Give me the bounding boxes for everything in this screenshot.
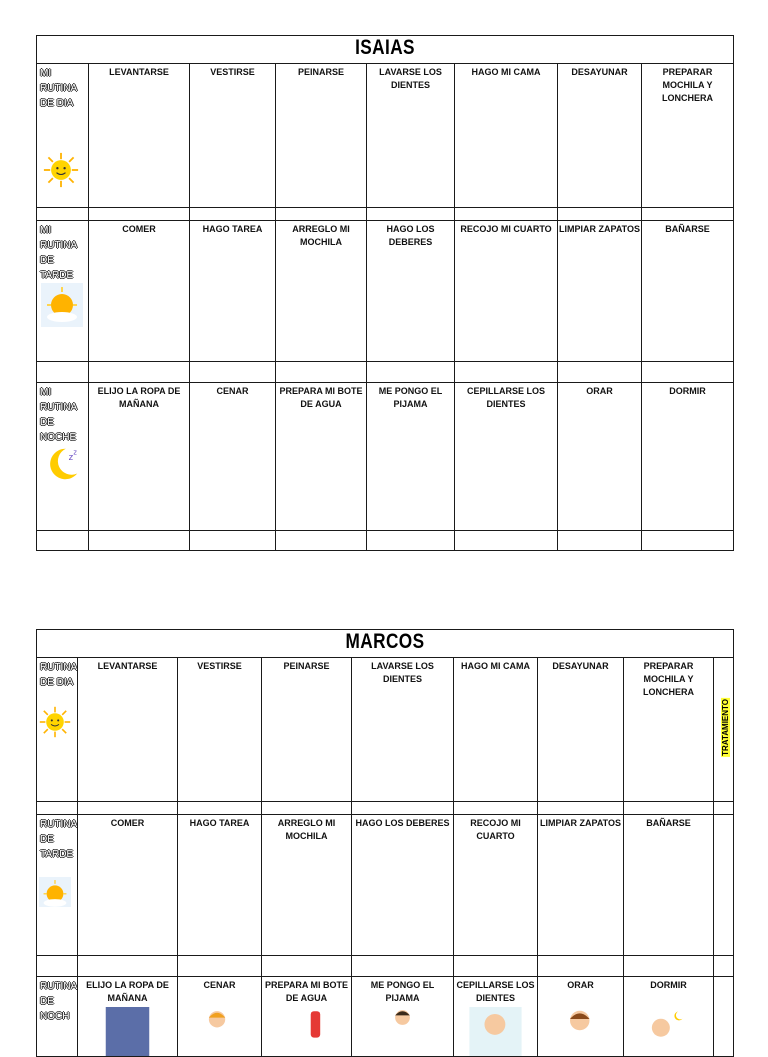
- activity-cell: LEVANTARSE: [89, 64, 190, 208]
- boy-in-pajamas-illustration: [358, 1007, 447, 1057]
- activity-cell: CENAR: [190, 383, 276, 531]
- sun-icon: [39, 706, 71, 738]
- activity-cell: PEINARSE: [262, 658, 352, 802]
- boy-brushing-teeth-illustration: [460, 1007, 531, 1057]
- activity-cell: HAGO LOS DEBERES: [352, 815, 454, 956]
- activity-cell: CEPILLARSE LOS DIENTES: [454, 977, 538, 1057]
- row-label-cell: [37, 658, 78, 802]
- moon-icon: [43, 445, 81, 485]
- activity-cell: CEPILLARSE LOS DIENTES: [455, 383, 558, 531]
- activity-cell: LAVARSE LOS DIENTES: [352, 658, 454, 802]
- table-row: [37, 64, 734, 208]
- row-label-cell: [37, 977, 78, 1057]
- activity-cell: ARREGLO MI MOCHILA: [262, 815, 352, 956]
- side-cell: [714, 658, 734, 802]
- table-row: [37, 658, 734, 802]
- activity-cell: LIMPIAR ZAPATOS: [558, 221, 642, 362]
- svg-text:z: z: [73, 448, 77, 457]
- activity-cell: LIMPIAR ZAPATOS: [538, 815, 624, 956]
- activity-cell: CENAR: [178, 977, 262, 1057]
- activity-cell: LAVARSE LOS DIENTES: [367, 64, 455, 208]
- afternoon-sun-icon: [39, 877, 71, 907]
- activity-cell: DESAYUNAR: [538, 658, 624, 802]
- table-title: MARCOS: [37, 630, 734, 658]
- activity-cell: DORMIR: [624, 977, 714, 1057]
- activity-cell: HAGO LOS DEBERES: [367, 221, 455, 362]
- row-label: MI RUTINA DE NOCHE: [40, 387, 77, 443]
- activity-cell: ORAR: [538, 977, 624, 1057]
- activity-cell: PEINARSE: [276, 64, 367, 208]
- table-row: [37, 977, 734, 1057]
- activity-cell: ORAR: [558, 383, 642, 531]
- activity-cell: ME PONGO EL PIJAMA: [352, 977, 454, 1057]
- row-label-cell: [37, 383, 89, 531]
- svg-text:z: z: [68, 453, 74, 464]
- activity-cell: HAGO MI CAMA: [455, 64, 558, 208]
- routine-table-marcos: [36, 629, 734, 1057]
- boy-praying-illustration: [544, 1007, 617, 1052]
- routine-table-isaias: [36, 35, 734, 551]
- row-label: RUTINA DE DIA: [40, 662, 77, 688]
- activity-cell: ME PONGO EL PIJAMA: [367, 383, 455, 531]
- side-label: TRATAMIENTO: [721, 699, 730, 756]
- sun-icon: [43, 152, 79, 188]
- table-row: [37, 221, 734, 362]
- activity-cell: ELIJO LA ROPA DE MAÑANA: [89, 383, 190, 531]
- activity-cell: RECOJO MI CUARTO: [455, 221, 558, 362]
- row-label-cell: [37, 221, 89, 362]
- activity-cell: PREPARAR MOCHILA Y LONCHERA: [624, 658, 714, 802]
- activity-cell: HAGO MI CAMA: [454, 658, 538, 802]
- activity-cell: HAGO TAREA: [178, 815, 262, 956]
- table-row: [37, 383, 734, 531]
- table-title: ISAIAS: [37, 36, 734, 64]
- table-row: [37, 815, 734, 956]
- boy-choosing-clothes-illustration: [84, 1007, 171, 1057]
- activity-cell: VESTIRSE: [178, 658, 262, 802]
- activity-cell: ELIJO LA ROPA DE MAÑANA: [78, 977, 178, 1057]
- activity-cell: BAÑARSE: [624, 815, 714, 956]
- activity-cell: COMER: [78, 815, 178, 956]
- activity-cell: PREPARA MI BOTE DE AGUA: [262, 977, 352, 1057]
- row-label-cell: [37, 815, 78, 956]
- afternoon-sun-icon: [41, 283, 83, 327]
- row-label: MI RUTINA DE DIA: [40, 68, 77, 109]
- activity-cell: RECOJO MI CUARTO: [454, 815, 538, 956]
- activity-cell: LEVANTARSE: [78, 658, 178, 802]
- activity-cell: BAÑARSE: [642, 221, 734, 362]
- row-label-cell: [37, 64, 89, 208]
- activity-cell: ARREGLO MI MOCHILA: [276, 221, 367, 362]
- activity-cell: HAGO TAREA: [190, 221, 276, 362]
- activity-cell: COMER: [89, 221, 190, 362]
- boy-having-dinner-illustration: [184, 1007, 255, 1052]
- activity-cell: PREPARAR MOCHILA Y LONCHERA: [642, 64, 734, 208]
- activity-cell: DESAYUNAR: [558, 64, 642, 208]
- activity-cell: VESTIRSE: [190, 64, 276, 208]
- boy-sleeping-illustration: [630, 1007, 707, 1052]
- activity-cell: PREPARA MI BOTE DE AGUA: [276, 383, 367, 531]
- row-label: RUTINA DE TARDE: [40, 819, 77, 860]
- boy-with-water-bottle-illustration: [268, 1007, 345, 1057]
- row-label: RUTINA DE NOCH: [40, 981, 77, 1022]
- row-label: MI RUTINA DE TARDE: [40, 225, 77, 281]
- activity-cell: DORMIR: [642, 383, 734, 531]
